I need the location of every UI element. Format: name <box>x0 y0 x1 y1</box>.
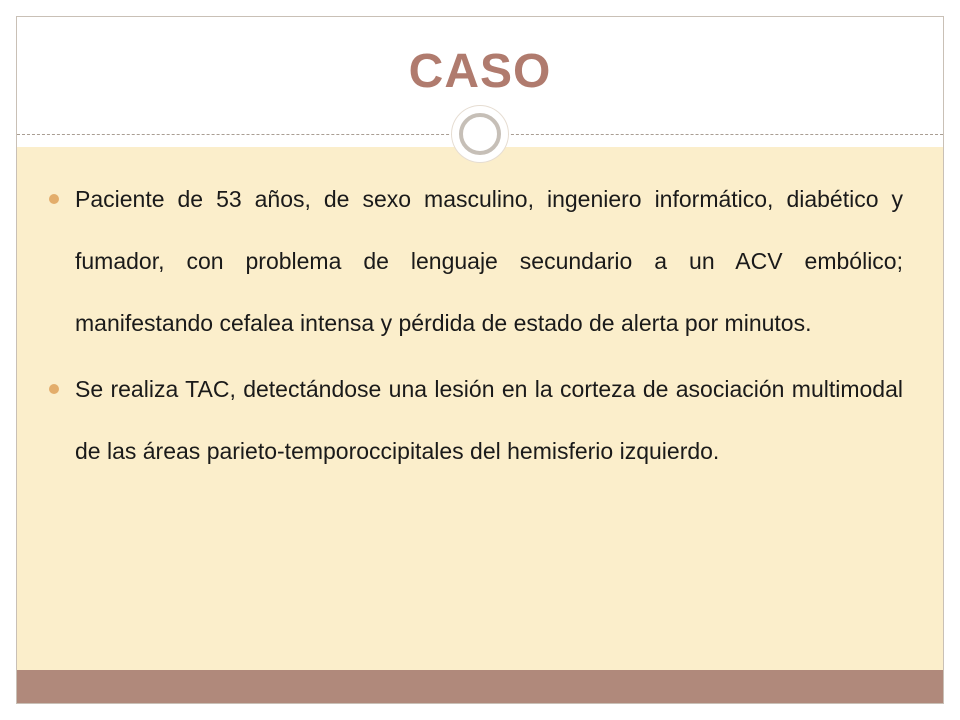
bullet-list <box>75 168 903 486</box>
bullet-item <box>75 168 903 354</box>
bullet-dot-icon <box>49 384 59 394</box>
circle-ornament-icon <box>452 106 508 162</box>
bullet-text: Se realiza TAC, detectándose una lesión en la corteza de asociación multimodal de las áreas parieto-temporoccipitales del hemisferio izquierdo. <box>75 376 903 464</box>
footer-bar <box>17 670 943 703</box>
slide-title: CASO <box>408 45 552 98</box>
bullet-item <box>75 358 903 482</box>
bullet-dot-icon <box>49 194 59 204</box>
bullet-text: Paciente de 53 años, de sexo masculino, ingeniero informático, diabético y fumador, con problema de lenguaje secundario a un ACV embólico; manifestando cefalea intensa y pérdida de estado de alerta por minutos. <box>75 186 903 336</box>
